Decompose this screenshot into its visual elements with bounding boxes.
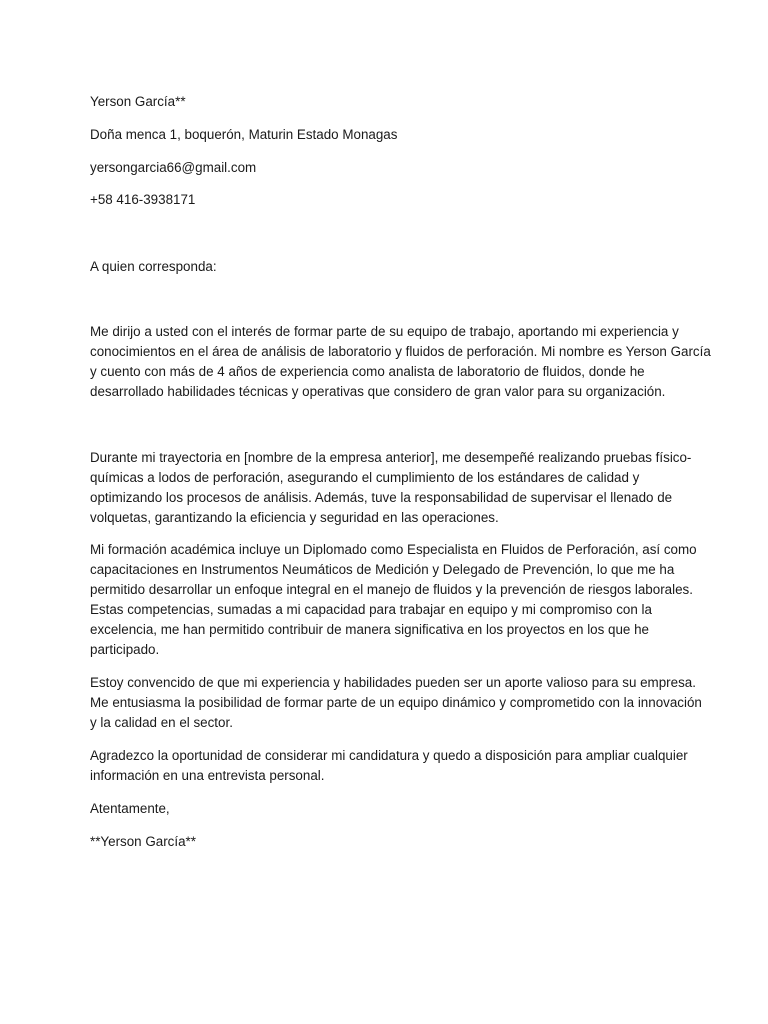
paragraph-experience	[90, 448, 692, 528]
paragraph-line: información en una entrevista personal.	[90, 768, 325, 783]
sender-name: Yerson García**	[90, 94, 186, 109]
paragraph-line: y la calidad en el sector.	[90, 715, 233, 730]
paragraph-line: conocimientos en el área de análisis de laboratorio y fluidos de perforación. Mi nombre es Yerson García	[90, 344, 711, 359]
paragraph-line: capacitaciones en Instrumentos Neumáticos de Medición y Delegado de Prevención, lo que me ha	[90, 562, 675, 577]
sender-phone: +58 416-3938171	[90, 192, 196, 207]
paragraph-line: optimizando los procesos de análisis. Además, tuve la responsabilidad de supervisar el llenado de	[90, 490, 673, 505]
paragraph-line: desarrollado habilidades técnicas y operativas que considero de gran valor para su organización.	[90, 384, 666, 399]
paragraph-line: excelencia, me han permitido contribuir de manera significativa en los proyectos en los que he	[90, 622, 649, 637]
paragraph-line: volquetas, garantizando la eficiencia y seguridad en las operaciones.	[90, 510, 499, 525]
closing: Atentamente,	[90, 801, 170, 816]
paragraph-line: químicas a lodos de perforación, asegurando el cumplimiento de los estándares de calidad y	[90, 470, 640, 485]
paragraph-thanks	[90, 746, 688, 786]
paragraph-line: Estoy convencido de que mi experiencia y habilidades pueden ser un aporte valioso para su empresa.	[90, 675, 696, 690]
paragraph-intro	[90, 322, 711, 402]
signature: **Yerson García**	[90, 834, 196, 849]
greeting: A quien corresponda:	[90, 259, 217, 274]
paragraph-line: participado.	[90, 642, 160, 657]
paragraph-line: y cuento con más de 4 años de experiencia como analista de laboratorio de fluidos, donde he	[90, 364, 645, 379]
paragraph-line: permitido desarrollar un enfoque integral en el manejo de fluidos y la prevención de riesgos laborales.	[90, 582, 693, 597]
sender-email: yersongarcia66@gmail.com	[90, 160, 257, 175]
paragraph-education	[90, 540, 697, 660]
paragraph-line: Estas competencias, sumadas a mi capacidad para trabajar en equipo y mi compromiso con la	[90, 602, 652, 617]
paragraph-line: Agradezco la oportunidad de considerar mi candidatura y quedo a disposición para ampliar cualquier	[90, 748, 688, 763]
sender-address: Doña menca 1, boquerón, Maturin Estado Monagas	[90, 127, 398, 142]
paragraph-line: Me entusiasma la posibilidad de formar parte de un equipo dinámico y comprometido con la innovación	[90, 695, 702, 710]
paragraph-line: Mi formación académica incluye un Diplomado como Especialista en Fluidos de Perforación, así como	[90, 542, 697, 557]
paragraph-line: Durante mi trayectoria en [nombre de la empresa anterior], me desempeñé realizando pruebas físico-	[90, 450, 692, 465]
paragraph-motivation	[90, 673, 702, 733]
paragraph-line: Me dirijo a usted con el interés de formar parte de su equipo de trabajo, aportando mi experiencia y	[90, 324, 679, 339]
